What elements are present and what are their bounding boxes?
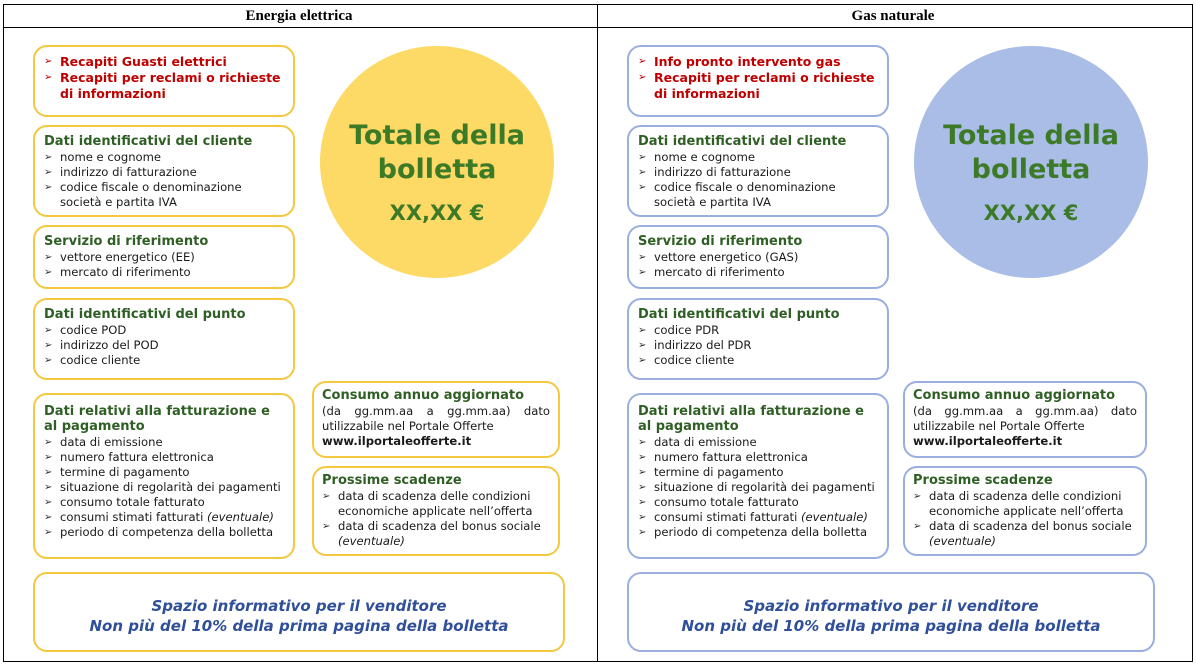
scadenze-box: [312, 466, 560, 556]
cliente-title: Dati identificativi del cliente: [44, 134, 253, 149]
punto-title: Dati identificativi del punto: [638, 307, 840, 322]
contact-item: ➢ Recapiti per reclami o richieste di informazioni: [638, 70, 878, 102]
column-header-ee: Energia elettrica: [245, 8, 353, 24]
cliente-box: [627, 125, 889, 217]
list-item: ➢ data di scadenza delle condizioni economiche applicate nell’offerta: [322, 489, 550, 519]
consumo-text: (da gg.mm.aa a gg.mm.aa) dato utilizzabile nel Portale Offerte: [913, 404, 1137, 433]
list-item: ➢ periodo di competenza della bolletta: [44, 525, 284, 540]
column-header-gas: Gas naturale: [851, 8, 935, 24]
list-item: ➢ codice cliente: [44, 353, 284, 368]
list-item: ➢ codice POD: [44, 323, 284, 338]
punto-title: Dati identificativi del punto: [44, 307, 246, 322]
eventuale-note: (eventuale): [207, 510, 274, 524]
spazio-line2: Non più del 10% della prima pagina della bolletta: [681, 617, 1101, 635]
header-separator: [3, 27, 1193, 28]
list-item: ➢ periodo di competenza della bolletta: [638, 525, 878, 540]
list-item: ➢ nome e cognome: [638, 150, 878, 165]
fatturazione-title: Dati relativi alla fatturazione e al pagamento: [44, 404, 270, 434]
list-item: ➢ situazione di regolarità dei pagamenti: [638, 480, 878, 495]
totale-line1: Totale della: [943, 120, 1119, 151]
spazio-box: [33, 572, 565, 652]
item-text: consumi stimati fatturati: [654, 510, 798, 524]
list-item: [913, 519, 1137, 549]
list-item: ➢ mercato di riferimento: [44, 265, 284, 280]
scadenze-title: Prossime scadenze: [322, 473, 462, 488]
list-item: ➢ vettore energetico (GAS): [638, 250, 878, 265]
consumo-box: [312, 381, 560, 458]
totale-circle: [914, 46, 1148, 278]
punto-box: [33, 298, 295, 380]
cliente-title: Dati identificativi del cliente: [638, 134, 847, 149]
totale-value: XX,XX €: [389, 201, 485, 225]
list-item: ➢ indirizzo del POD: [44, 338, 284, 353]
contact-item: ➢ Recapiti Guasti elettrici: [44, 54, 284, 70]
list-item: ➢ numero fattura elettronica: [44, 450, 284, 465]
list-item: ➢ termine di pagamento: [638, 465, 878, 480]
column-divider: [597, 4, 598, 662]
contact-item: ➢ Recapiti per reclami o richieste di informazioni: [44, 70, 284, 102]
totale-line2: bolletta: [971, 154, 1091, 185]
contact-item: ➢ Info pronto intervento gas: [638, 54, 878, 70]
item-text: data di scadenza del bonus sociale: [929, 519, 1132, 533]
portale-link[interactable]: www.ilportaleofferte.it: [322, 434, 472, 448]
list-item: ➢ indirizzo di fatturazione: [44, 165, 284, 180]
list-item: ➢ indirizzo del PDR: [638, 338, 878, 353]
list-item: [322, 519, 550, 549]
consumo-title: Consumo annuo aggiornato: [322, 388, 525, 403]
item-text: data di scadenza del bonus sociale: [338, 519, 541, 533]
eventuale-note: (eventuale): [338, 534, 405, 548]
list-item: ➢ termine di pagamento: [44, 465, 284, 480]
spazio-line1: Spazio informativo per il venditore: [743, 597, 1039, 615]
contacts-box: [627, 45, 889, 117]
list-item: [44, 510, 284, 525]
spazio-box: [627, 572, 1155, 652]
eventuale-note: (eventuale): [801, 510, 868, 524]
contacts-box: [33, 45, 295, 117]
servizio-title: Servizio di riferimento: [638, 234, 803, 249]
list-item: ➢ data di emissione: [44, 435, 284, 450]
list-item: ➢ data di emissione: [638, 435, 878, 450]
list-item: ➢ vettore energetico (EE): [44, 250, 284, 265]
totale-circle: [320, 46, 554, 278]
servizio-title: Servizio di riferimento: [44, 234, 209, 249]
consumo-text: (da gg.mm.aa a gg.mm.aa) dato utilizzabile nel Portale Offerte: [322, 404, 550, 433]
list-item: ➢ numero fattura elettronica: [638, 450, 878, 465]
list-item: [638, 510, 878, 525]
spazio-line1: Spazio informativo per il venditore: [151, 597, 447, 615]
scadenze-title: Prossime scadenze: [913, 473, 1053, 488]
spazio-line2: Non più del 10% della prima pagina della bolletta: [89, 617, 509, 635]
list-item: ➢ codice fiscale o denominazione società e partita IVA: [638, 180, 878, 210]
punto-box: [627, 298, 889, 380]
consumo-title: Consumo annuo aggiornato: [913, 388, 1116, 403]
list-item: ➢ situazione di regolarità dei pagamenti: [44, 480, 284, 495]
servizio-box: [33, 225, 295, 289]
list-item: ➢ mercato di riferimento: [638, 265, 878, 280]
list-item: ➢ consumo totale fatturato: [638, 495, 878, 510]
totale-line2: bolletta: [377, 154, 497, 185]
fatturazione-box: [627, 393, 889, 559]
portale-link[interactable]: www.ilportaleofferte.it: [913, 434, 1063, 448]
totale-line1: Totale della: [349, 120, 525, 151]
cliente-box: [33, 125, 295, 217]
item-text: consumi stimati fatturati: [60, 510, 204, 524]
list-item: ➢ codice cliente: [638, 353, 878, 368]
fatturazione-title: Dati relativi alla fatturazione e al pagamento: [638, 404, 864, 434]
list-item: ➢ codice fiscale o denominazione società e partita IVA: [44, 180, 284, 210]
scadenze-box: [903, 466, 1147, 556]
list-item: ➢ indirizzo di fatturazione: [638, 165, 878, 180]
list-item: ➢ nome e cognome: [44, 150, 284, 165]
list-item: ➢ codice PDR: [638, 323, 878, 338]
totale-value: XX,XX €: [983, 201, 1079, 225]
eventuale-note: (eventuale): [929, 534, 996, 548]
consumo-box: [903, 381, 1147, 458]
list-item: ➢ consumo totale fatturato: [44, 495, 284, 510]
servizio-box: [627, 225, 889, 289]
fatturazione-box: [33, 393, 295, 559]
list-item: ➢ data di scadenza delle condizioni economiche applicate nell’offerta: [913, 489, 1137, 519]
